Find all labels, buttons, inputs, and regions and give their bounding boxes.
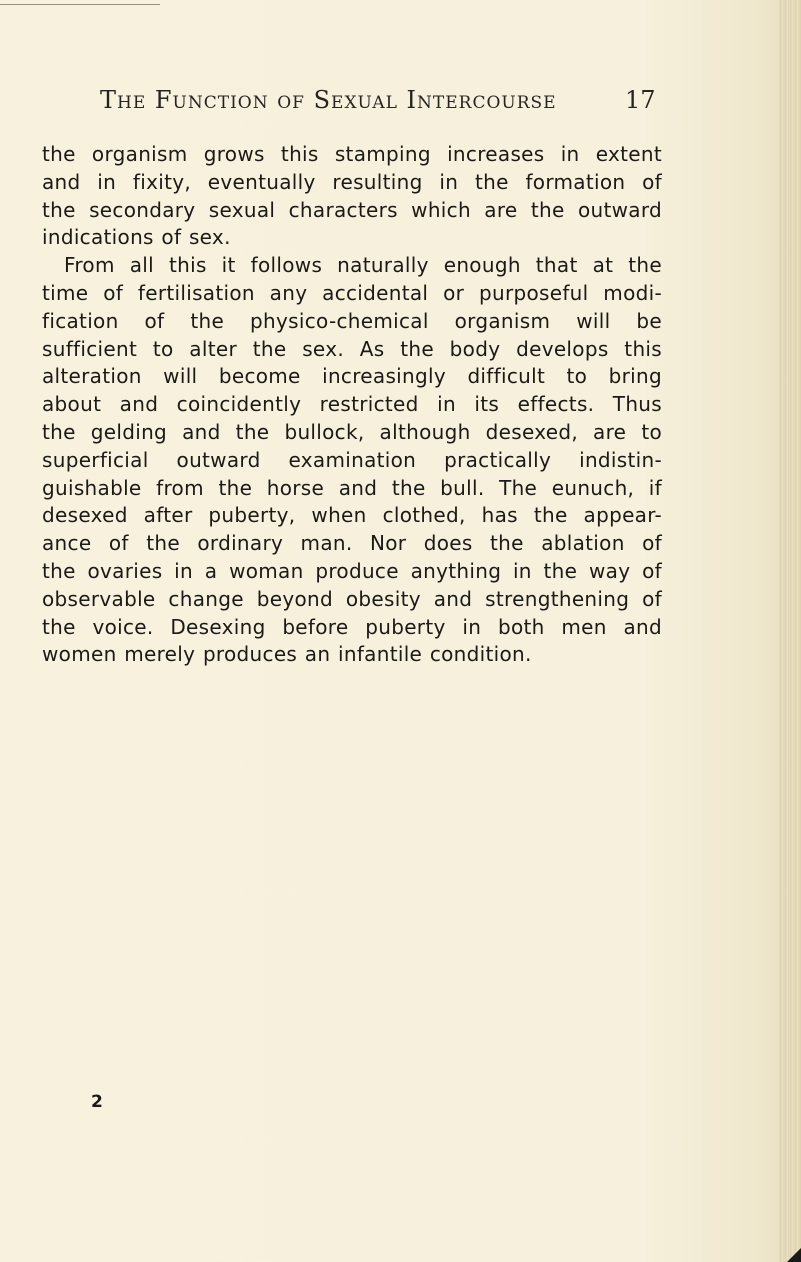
body-text [42, 141, 662, 669]
page-number: 17 [625, 86, 656, 114]
text-line: alteration will become increasingly difficult to bring [42, 364, 662, 389]
text-line: the organism grows this stamping increases in extent [42, 142, 662, 166]
text-line: desexed after puberty, when clothed, has the appear- [42, 503, 662, 528]
text-line: and in fixity, eventually resulting in the formation of [42, 169, 662, 194]
text-line: ance of the ordinary man. Nor does the ablation of [42, 531, 662, 556]
text-line: the secondary sexual characters which are the outward [42, 197, 662, 222]
top-rule [0, 4, 160, 5]
text-line: From all this it follows naturally enough that at the [64, 253, 662, 278]
text-line: guishable from the horse and the bull. The eunuch, if [42, 475, 662, 500]
text-line: women merely produces an infantile condition. [42, 642, 532, 667]
page-edge [779, 0, 801, 1262]
text-line: about and coincidently restricted in its effects. Thus [42, 392, 662, 417]
text-line: indications of sex. [42, 225, 231, 250]
text-line: the voice. Desexing before puberty in both men and [42, 614, 662, 639]
signature-mark: 2 [91, 1092, 103, 1112]
text-line: superficial outward examination practically indistin- [42, 447, 662, 472]
text-line: sufficient to alter the sex. As the body develops this [42, 336, 662, 361]
text-line: the gelding and the bullock, although desexed, are to [42, 419, 662, 444]
text-line: time of fertilisation any accidental or purposeful modi- [42, 280, 662, 305]
corner-mark [787, 1248, 801, 1262]
text-line: observable change beyond obesity and strengthening of [42, 586, 662, 611]
text-line: the ovaries in a woman produce anything in the way of [42, 558, 662, 583]
text-line: fication of the physico-chemical organism will be [42, 308, 662, 333]
running-head: The Function of Sexual Intercourse [100, 86, 557, 114]
